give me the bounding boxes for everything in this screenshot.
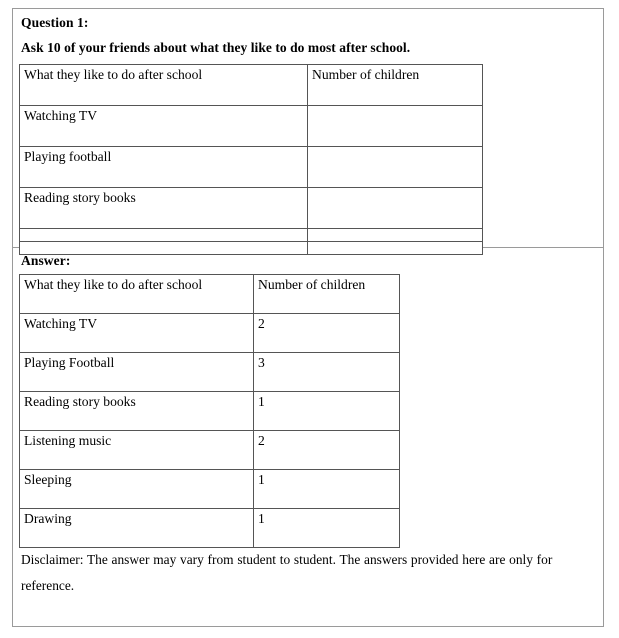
question-blank-count[interactable] — [308, 229, 483, 242]
table-row — [20, 106, 483, 147]
question-row-activity: Playing football — [20, 147, 308, 188]
table-row — [20, 509, 400, 548]
answer-row-count: 2 — [254, 431, 400, 470]
answer-row-count: 1 — [254, 392, 400, 431]
question-section — [13, 9, 603, 248]
answer-section — [13, 248, 603, 626]
question-row-count[interactable] — [308, 147, 483, 188]
question-row-count[interactable] — [308, 188, 483, 229]
question-table-header-activity: What they like to do after school — [20, 65, 308, 106]
answer-row-activity: Drawing — [20, 509, 254, 548]
table-row — [20, 431, 400, 470]
table-row — [20, 470, 400, 509]
answer-row-count: 2 — [254, 314, 400, 353]
answer-heading: Answer: — [21, 253, 71, 268]
answer-row-count: 1 — [254, 509, 400, 548]
table-row-blank — [20, 229, 483, 242]
answer-row-count: 3 — [254, 353, 400, 392]
answer-table-header-activity: What they like to do after school — [20, 275, 254, 314]
worksheet-page — [12, 8, 604, 627]
answer-row-activity: Playing Football — [20, 353, 254, 392]
table-header-row — [20, 65, 483, 106]
answer-row-activity: Watching TV — [20, 314, 254, 353]
table-row — [20, 353, 400, 392]
question-prompt: Ask 10 of your friends about what they like to do most after school. — [21, 40, 411, 55]
answer-table — [19, 274, 400, 548]
answer-row-activity: Listening music — [20, 431, 254, 470]
question-row-activity: Reading story books — [20, 188, 308, 229]
question-row-count[interactable] — [308, 106, 483, 147]
answer-row-activity: Sleeping — [20, 470, 254, 509]
question-heading: Question 1: — [21, 15, 89, 30]
question-row-activity: Watching TV — [20, 106, 308, 147]
table-row — [20, 188, 483, 229]
table-row — [20, 392, 400, 431]
question-blank-activity[interactable] — [20, 229, 308, 242]
disclaimer-text: Disclaimer: The answer may vary from student to student. The answers provided here are only for reference. — [21, 552, 553, 593]
answer-row-count: 1 — [254, 470, 400, 509]
table-header-row — [20, 275, 400, 314]
question-table — [19, 64, 483, 255]
table-row — [20, 147, 483, 188]
table-row — [20, 314, 400, 353]
answer-row-activity: Reading story books — [20, 392, 254, 431]
question-table-header-count: Number of children — [308, 65, 483, 106]
answer-table-header-count: Number of children — [254, 275, 400, 314]
